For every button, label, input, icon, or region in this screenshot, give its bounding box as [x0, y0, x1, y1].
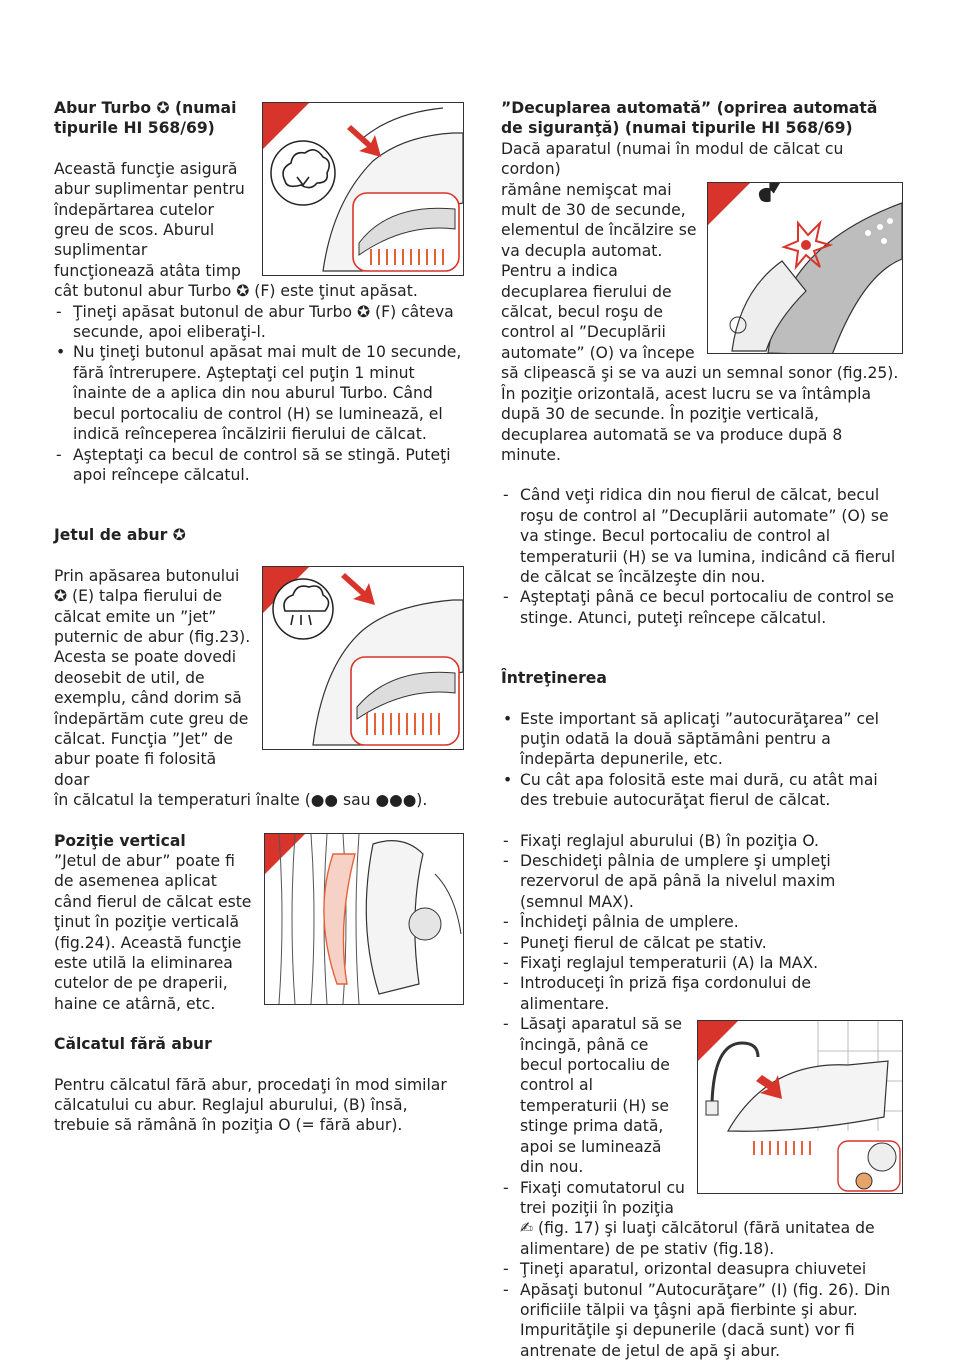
- list-item: - Apăsaţi butonul ”Autocurăţare” (I) (fig. 26). Din orificiile tălpii va ţâşni apă fierbinte şi abur. Impurităţile şi depunerile (dacă sunt) vor fi antrenate de jetul de apă şi abur.: [503, 1280, 891, 1360]
- auto-list: [501, 485, 903, 628]
- list-item: - Ţineţi apăsat butonul de abur Turbo ✪ (F) câteva secunde, apoi eliberaţi-l.: [56, 302, 454, 342]
- iron-turbo-illustration: [263, 103, 463, 275]
- turbo-body: Această funcţie asigură abur suplimentar pentru îndepărtarea cutelor greu de scos. Aburul suplimentar funcţionează atâta timp cât butonul abur Turbo ✪ (F) este ţinut apăsat.: [54, 159, 418, 301]
- iron-vertical-illustration: [265, 834, 463, 1004]
- list-item: - Închideţi pâlnia de umplere.: [503, 913, 739, 932]
- jet-body-cont: în călcatul la temperaturi înalte (●● sau ●●●).: [54, 791, 428, 810]
- maint-steps-wrapped: [501, 1014, 903, 1259]
- iron-position-icon: ✍: [520, 1219, 534, 1238]
- left-column: [54, 98, 464, 1136]
- auto-body-cont: să clipească şi se va auzi un semnal sonor (fig.25). În poziţie orizontală, acest lucru se va întâmpla după 30 de secunde. În poziţie verticală, decuplarea automată se va produce după 8 minute.: [501, 364, 899, 464]
- list-item: - Aşteptaţi ca becul de control să se stingă. Puteţi apoi reîncepe călcatul.: [56, 445, 451, 484]
- nosteam-body: Pentru călcatul fără abur, procedaţi în mod similar călcatului cu abur. Reglajul aburului, (B) însă, trebuie să rămână în poziţia O (= fără abur).: [54, 1075, 447, 1135]
- turbo-heading: Abur Turbo ✪ (numai tipurile HI 568/69): [54, 99, 237, 138]
- figure-turbo-steam: [262, 102, 464, 276]
- vertical-body: ”Jetul de abur” poate fi de asemenea aplicat când fierul de călcat este ţinut în poziţie verticală (fig.24). Această funcţie este utilă la eliminarea cutelor de pe draperii, haine ce atârnă, etc.: [54, 852, 252, 1013]
- list-item: - Puneţi fierul de călcat pe stativ.: [503, 933, 767, 952]
- jet-heading: Jetul de abur ✪: [54, 526, 186, 545]
- list-item: - Fixaţi reglajul temperaturii (A) la MAX.: [503, 954, 819, 973]
- figure-steam-jet: [262, 566, 464, 750]
- list-item: • Este important să aplicaţi ”autocurăţarea” cel puţin odată la două săptămâni pentru a îndepărta depunerile, etc.: [503, 709, 879, 769]
- list-item: - Lăsaţi aparatul să se încingă, până ce becul portocaliu de control al temperaturii (H) se stinge prima dată, apoi se luminează din nou.: [503, 1015, 682, 1177]
- turbo-list: [54, 302, 464, 486]
- list-item: • Nu ţineţi butonul apăsat mai mult de 10 secunde, fără întrerupere. Aşteptaţi cel puţin 1 minut înainte de a aplica din nou aburul Turbo. Când becul portocaliu de control (H) se luminează, el indică reînceperea încălzirii fierului de călcat.: [56, 343, 462, 444]
- figure-vertical-steam: [264, 833, 464, 1005]
- list-item: - Fixaţi comutatorul cu trei poziţii în poziţia ✍ (fig. 17) şi luaţi călcătorul (fără unitatea de alimentare) de pe stativ (fig.18).: [503, 1178, 875, 1258]
- vertical-heading: Poziţie vertical: [54, 831, 186, 850]
- list-item: - Introduceţi în priză fişa cordonului de alimentare.: [503, 974, 811, 1013]
- maint-heading: Întreţinerea: [501, 669, 607, 688]
- list-item: - Ţineţi aparatul, orizontal deasupra chiuvetei: [503, 1260, 867, 1279]
- right-column: [501, 98, 903, 1361]
- iron-shutoff-illustration: [708, 183, 902, 353]
- list-item: - Fixaţi reglajul aburului (B) în poziţia O.: [503, 831, 819, 850]
- maint-steps-after: [501, 1259, 903, 1361]
- iron-jet-illustration: [263, 567, 463, 749]
- auto-heading: ”Decuplarea automată” (oprirea automată de siguranţă) (numai tipurile HI 568/69): [501, 99, 878, 138]
- list-item: • Cu cât apa folosită este mai dură, cu atât mai des trebuie autocurăţat fierul de călcat.: [503, 770, 878, 810]
- maint-bullets: [501, 709, 903, 811]
- auto-body: rămâne nemişcat mai mult de 30 de secunde, elementul de încălzire se va decupla automat. Pentru a indica decuplarea fierului de călcat, becul roşu de control al ”Decuplării automate” (O) va începe: [501, 180, 697, 362]
- jet-body: Prin apăsarea butonului ✪ (E) talpa fierului de călcat emite un ”jet” puternic de abur (fig.23). Acesta se poate dovedi deosebit de util, de exemplu, când dorim să îndepărtăm cute greu de călcat. Funcţia ”Jet” de abur poate fi folosită doar: [54, 566, 251, 789]
- nosteam-heading: Călcatul fără abur: [54, 1035, 212, 1054]
- list-item: - Când veţi ridica din nou fierul de călcat, becul roşu de control al ”Decuplării automate” (O) se va stinge. Becul portocaliu de control al temperaturii (H) se va lumina, indicând că fierul de călcat se încălzeşte din nou.: [503, 486, 896, 586]
- list-item: - Deschideţi pâlnia de umplere şi umpleţi rezervorul de apă până la nivelul maxim (semnul MAX).: [503, 852, 836, 911]
- maint-steps: [501, 831, 903, 1015]
- list-item: - Aşteptaţi până ce becul portocaliu de control se stinge. Atunci, puteţi reîncepe călcatul.: [503, 588, 894, 627]
- figure-auto-shutoff: [707, 182, 903, 354]
- auto-body-first: Dacă aparatul (numai în modul de călcat cu cordon): [501, 139, 844, 179]
